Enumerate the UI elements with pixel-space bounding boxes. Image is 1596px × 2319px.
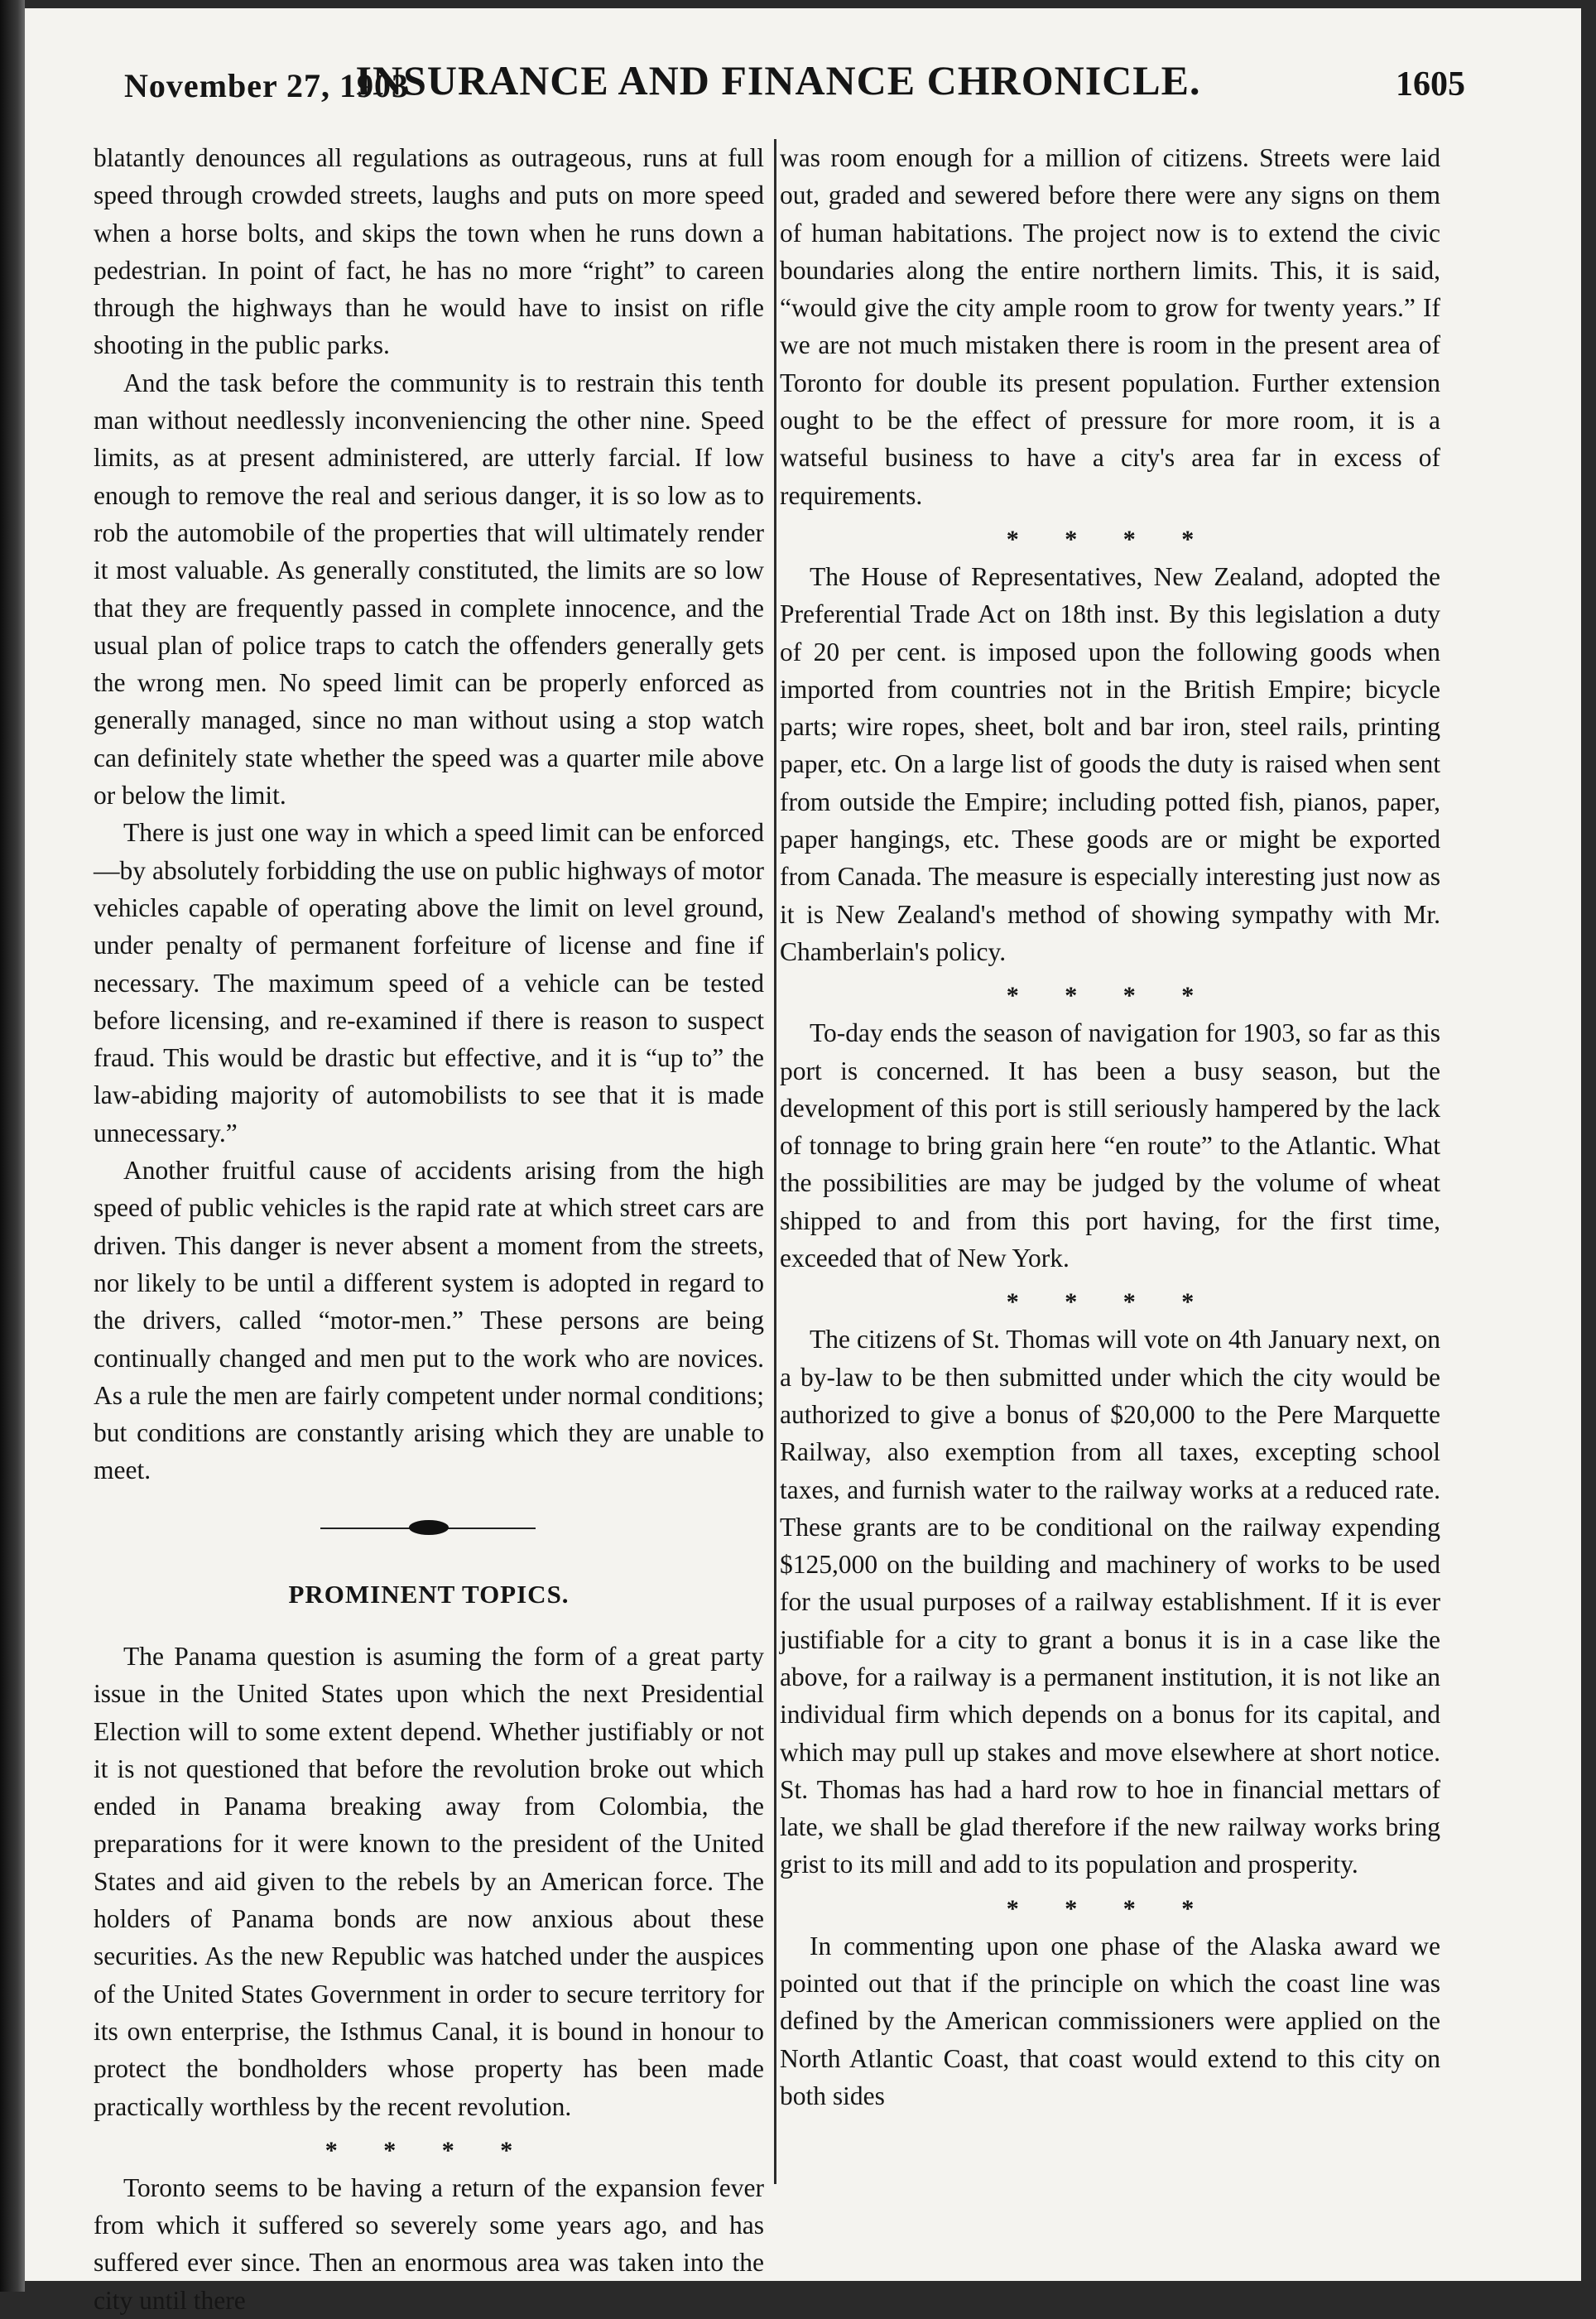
page-number: 1605 [1396,65,1465,103]
article-paragraph: Toronto seems to be having a return of the expansion fever from which it suffered so severely some years ago, and has suffered ever since. Then an enormous area was taken into the city until there [94,2172,764,2315]
section-separator: * * * * [1006,1288,1214,1316]
article-paragraph: The House of Representatives, New Zealand, adopted the Preferential Trade Act on 18th inst. By this legislation a duty of 20 per cent. is imposed upon the following goods when imported from countries not in the British Empire; bicycle parts; wire ropes, sheet, bolt and bar iron, steel rails, printing paper, etc. On a large list of goods the duty is raised when sent from outside the Empire; including potted fish, pianos, paper, paper hangings, etc. These goods are or might be exported from Canada. The measure is especially interesting just now as it is New Zealand's method of showing sympathy with Mr. Chamberlain's policy. [780,561,1440,966]
article-paragraph: blatantly denounces all regulations as outrageous, runs at full speed through crowded streets, laughs and puts on more speed when a horse bolts, and skips the town when he runs down a pedestrian. In point of fact, he has no more “right” to careen through the highways than he would have to insist on rifle shooting in the public parks. [94,143,764,360]
article-paragraph: The citizens of St. Thomas will vote on 4th January next, on a by-law to be then submitted under which the city would be authorized to give a bonus of $20,000 to the Pere Marquette Railway, also exemption from all taxes, excepting school taxes, and furnish water to the railway works at a reduced rate. These grants are to be conditional on the railway expending $125,000 on the building and machinery of works to be used for the usual purposes of a railway establishment. If it is ever justifiable for a city to grant a bonus it is in a case like the above, for a railway is a permanent institution, it is not like an individual firm which depends on a bonus for its capital, and which may pull up stakes and move elsewhere at short notice. St. Thomas has had a hard row to hoe in financial mettars of late, we shall be glad therefore if the new railway works bring grist to its mill and add to its population and prosperity. [780,1325,1440,1879]
article-paragraph: There is just one way in which a speed limit can be enforced—by absolutely forbidding the use on public highways of motor vehicles capable of operating above the limit on level ground, under penalty of permanent forfeiture of license and fine if necessary. The maximum speed of a vehicle can be tested before licensing, and re-examined if there is reason to suspect fraud. This would be drastic but effective, and it is “up to” the law-abiding majority of automobilists to see that it is made unnecessary.” [94,818,764,1147]
article-paragraph: Another fruitful cause of accidents arising from the high speed of public vehicles is the rapid rate at which street cars are driven. This danger is never absent a moment from the streets, nor likely to be until a different system is adopted in regard to the drivers, called “motor-men.” These persons are being continually changed and men put to the work who are novices. As a rule the men are fairly competent under normal conditions; but conditions are constantly arising which they are unable to meet. [94,1156,764,1485]
binding-edge [0,0,25,2292]
page-header [91,56,1465,114]
article-paragraph: And the task before the community is to restrain this tenth man without needlessly inconveniencing the other nine. Speed limits, as at present administered, are utterly farcial. If low enough to remove the real and serious danger, it is so low as to rob the automobile of the properties that will ultimately render it most valuable. As generally constituted, the limits are so low that they are frequently passed in complete innocence, and the usual plan of police traps to catch the offenders generally gets the wrong men. No speed limit can be properly enforced as generally managed, since no man without using a stop watch can definitely state whether the speed was a quarter mile above or below the limit. [94,368,764,811]
section-separator: * * * * [324,2136,533,2164]
section-separator: * * * * [1006,1894,1214,1922]
section-ornament [94,1518,764,1538]
left-column [94,139,764,2319]
section-heading: PROMINENT TOPICS. [288,1579,570,1609]
article-paragraph: was room enough for a million of citizens. Streets were laid out, graded and sewered before there were any signs on them of human habitations. The project now is to extend the civic boundaries along the entire northern limits. This, it is said, “would give the city ample room to grow for twenty years.” If we are not much mistaken there is room in the present area of Toronto for double its present population. Further extension ought to be the effect of pressure for more room, it is a watseful business to have a city's area far in excess of requirements. [780,143,1440,510]
article-paragraph: In commenting upon one phase of the Alaska award we pointed out that if the principle on which the coast line was defined by the American commissioners were applied on the North Atlantic Coast, that coast would extend to this city on both sides [780,1931,1440,2110]
issue-date: November 27, 1903 [124,67,409,104]
section-separator: * * * * [1006,525,1214,553]
right-column [772,139,1440,2115]
article-paragraph: To-day ends the season of navigation for 1903, so far as this port is concerned. It has been a busy season, but the development of this port is still seriously hampered by the lack of tonnage to bring grain here “en route” to the Atlantic. What the possibilities are may be judged by the volume of wheat shipped to and from this port having, for the first time, exceeded that of New York. [780,1018,1440,1273]
article-paragraph: The Panama question is asuming the form of a great party issue in the United States upon which the next Presidential Election will to some extent depend. Whether justifiably or not it is not questioned that before the revolution broke out which ended in Panama breaking away from Colombia, the preparations for it were known to the president of the United States and aid given to the rebels by an American force. The holders of Panama bonds are now anxious about these securities. As the new Republic was hatched under the auspices of the United States Government in order to secure territory for its own enterprise, the Isthmus Canal, it is bound in honour to protect the bondholders whose property has been made practically worthless by the recent revolution. [94,1641,764,2121]
newspaper-page [25,8,1581,2315]
ornament-center [409,1520,449,1535]
section-separator: * * * * [1006,982,1214,1010]
publication-title: INSURANCE AND FINANCE CHRONICLE. [355,57,1201,103]
